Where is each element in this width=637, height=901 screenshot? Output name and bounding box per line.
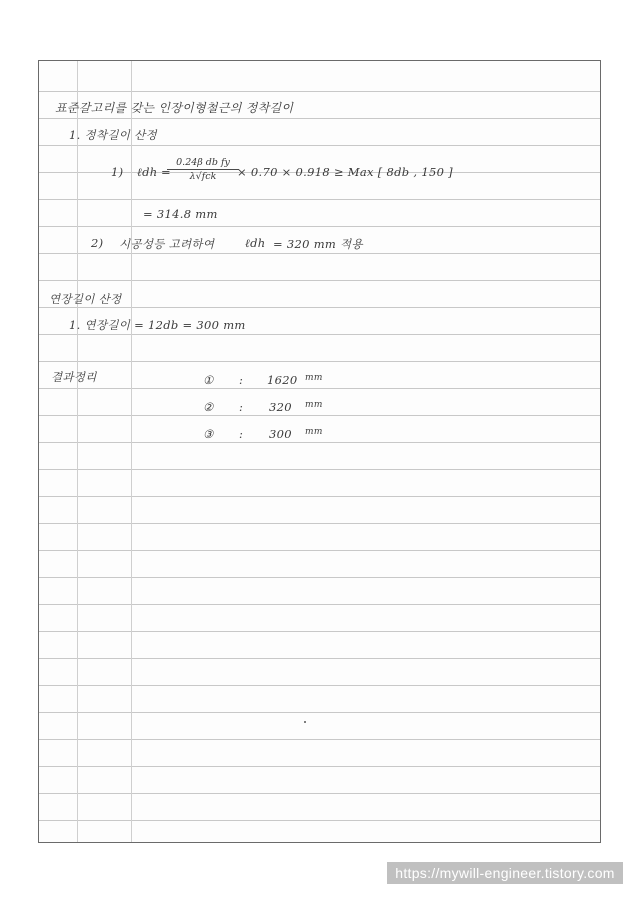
summary-value-1: 1620 bbox=[267, 373, 298, 387]
summary-sep-3: : bbox=[239, 427, 244, 441]
eq1-result: = 314.8 mm bbox=[143, 207, 218, 221]
item2-value: = 320 mm 적용 bbox=[273, 237, 363, 251]
note-title: 표준갈고리를 갖는 인장이형철근의 정착길이 bbox=[55, 101, 294, 115]
eq1-fraction bbox=[167, 157, 239, 182]
summary-mark-3: ③ bbox=[203, 427, 214, 441]
summary-unit-1: mm bbox=[305, 373, 323, 383]
item2-lhs: ℓdh bbox=[245, 236, 266, 250]
summary-sep-2: : bbox=[239, 400, 244, 414]
summary-mark-2: ② bbox=[203, 400, 214, 414]
eq1-label: 1) bbox=[111, 165, 124, 179]
item2-text: 시공성등 고려하여 bbox=[119, 237, 215, 251]
eq1-rest: × 0.70 × 0.918 ≥ Max [ 8db , 150 ] bbox=[237, 165, 453, 179]
section1-heading: 1. 정착길이 산정 bbox=[69, 128, 157, 142]
section2-item1: 1. 연장길이 = 12db = 300 mm bbox=[69, 318, 246, 332]
item2-label: 2) bbox=[91, 236, 104, 250]
summary-value-2: 320 bbox=[269, 400, 292, 414]
margin-line-left bbox=[77, 61, 78, 842]
summary-heading: 결과정리 bbox=[51, 370, 97, 384]
summary-value-3: 300 bbox=[269, 427, 292, 441]
summary-unit-2: mm bbox=[305, 400, 323, 410]
notebook-page bbox=[38, 60, 601, 843]
eq1-equals: = bbox=[161, 165, 171, 179]
eq1-lhs: ℓdh bbox=[137, 165, 158, 179]
margin-line-right bbox=[131, 61, 132, 842]
summary-sep-1: : bbox=[239, 373, 244, 387]
summary-mark-1: ① bbox=[203, 373, 214, 387]
watermark-url: https://mywill-engineer.tistory.com bbox=[387, 862, 623, 884]
summary-unit-3: mm bbox=[305, 427, 323, 437]
section2-heading: 연장길이 산정 bbox=[49, 292, 122, 306]
stray-dot bbox=[304, 721, 306, 723]
eq1-denominator: λ√fck bbox=[189, 171, 217, 182]
eq1-numerator: 0.24β db fy bbox=[167, 157, 239, 170]
